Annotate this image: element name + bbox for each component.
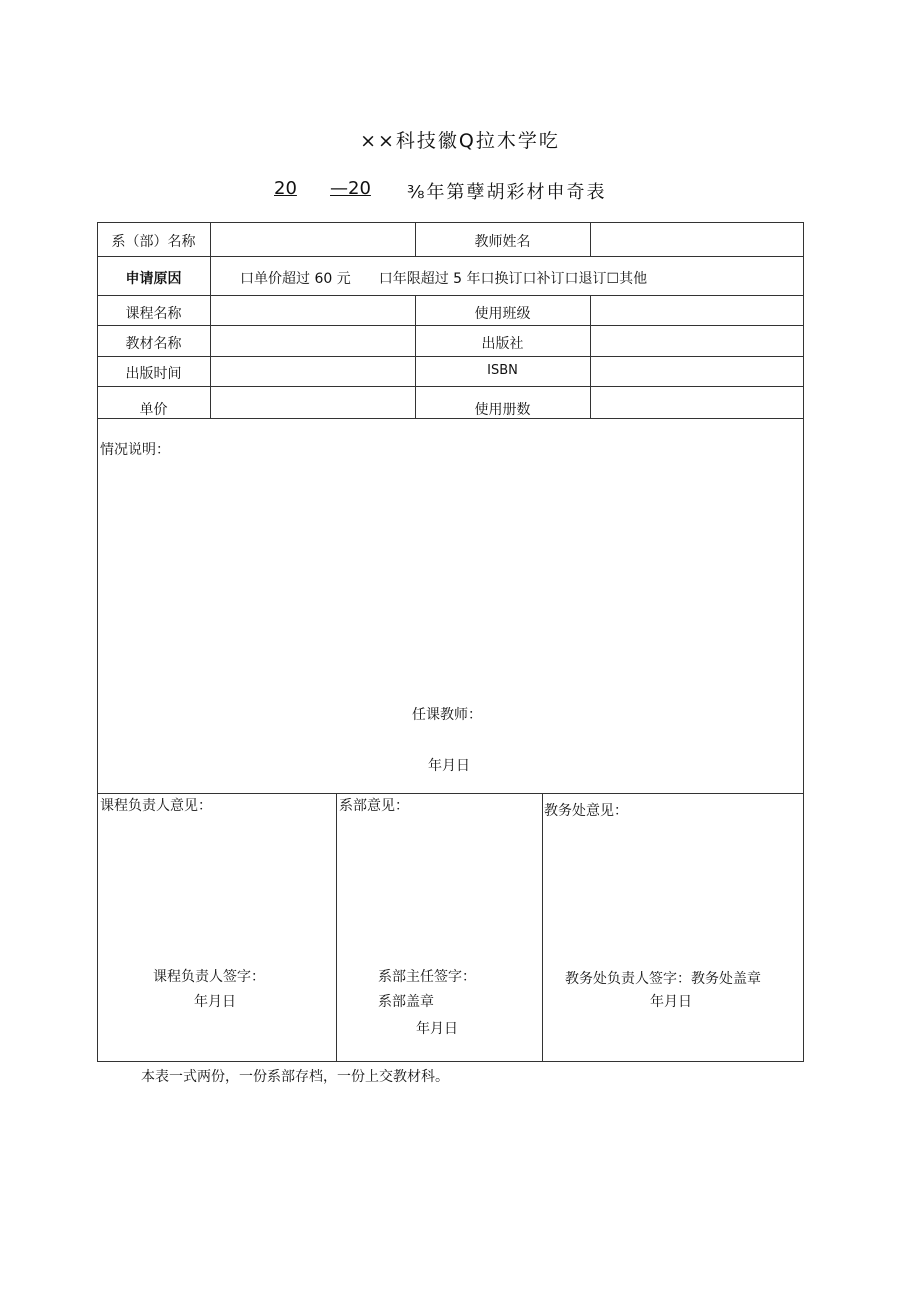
office-opinion-label: 教务处意见： xyxy=(544,803,628,819)
reason-options[interactable]: 口单价超过 60 元 口年限超过 5 年口换订口补订口退订☐其他 xyxy=(240,271,648,287)
office-sign-date: 年月日 xyxy=(650,994,692,1010)
footer-note: 本表一式两份，一份系部存档，一份上交教材科。 xyxy=(141,1069,449,1085)
isbn-label: ISBN xyxy=(487,363,518,378)
office-opinion-field[interactable] xyxy=(544,822,802,958)
publisher-field[interactable] xyxy=(591,326,803,356)
isbn-field[interactable] xyxy=(591,357,803,386)
textbook-name-field[interactable] xyxy=(211,326,415,356)
year-end-field[interactable]: —20 xyxy=(330,178,371,199)
pub-date-label: 出版时间 xyxy=(125,366,182,382)
copies-field[interactable] xyxy=(591,387,803,418)
publisher-label: 出版社 xyxy=(481,336,524,352)
course-lead-sign-date: 年月日 xyxy=(194,994,236,1010)
situation-label: 情况说明： xyxy=(100,442,170,458)
dept-seal-label: 系部盖章 xyxy=(378,994,434,1010)
class-label: 使用班级 xyxy=(474,306,531,322)
price-field[interactable] xyxy=(211,387,415,418)
course-lead-opinion-field[interactable] xyxy=(99,818,335,958)
dept-name-label: 系（部）名称 xyxy=(111,234,196,250)
class-field[interactable] xyxy=(591,296,803,325)
dept-name-field[interactable] xyxy=(211,223,415,256)
dept-opinion-field[interactable] xyxy=(338,818,541,958)
row-divider xyxy=(97,793,804,794)
textbook-name-label: 教材名称 xyxy=(125,336,182,352)
course-lead-opinion-label: 课程负责人意见： xyxy=(100,798,212,814)
price-label: 单价 xyxy=(139,402,168,418)
dept-opinion-label: 系部意见： xyxy=(339,798,409,814)
teacher-sign-label: 任课教师： xyxy=(412,707,482,723)
course-name-label: 课程名称 xyxy=(125,306,182,322)
situation-field[interactable] xyxy=(99,462,801,712)
row-divider xyxy=(97,256,804,257)
col-divider xyxy=(210,256,211,296)
document-subtitle xyxy=(0,178,920,204)
col-divider xyxy=(336,793,337,1062)
table-border-bottom xyxy=(97,1061,804,1062)
document-title: ××科技徽Q拉木学吃 xyxy=(360,130,560,152)
teacher-sign-date: 年月日 xyxy=(428,758,470,774)
year-start-field[interactable]: 20 xyxy=(274,178,297,199)
course-name-field[interactable] xyxy=(211,296,415,325)
office-sign-label: 教务处负责人签字：教务处盖章 xyxy=(565,971,761,987)
course-lead-sign-label: 课程负责人签字： xyxy=(153,969,265,985)
teacher-name-label: 教师姓名 xyxy=(474,234,531,250)
reason-label: 申请原因 xyxy=(125,271,182,287)
dept-sign-date: 年月日 xyxy=(416,1021,458,1037)
col-divider xyxy=(542,793,543,1062)
application-form-table xyxy=(97,222,804,1062)
subtitle-text: ⅜年第孽胡彩材申奇表 xyxy=(407,182,607,203)
pub-date-field[interactable] xyxy=(211,357,415,386)
copies-label: 使用册数 xyxy=(474,402,531,418)
teacher-name-field[interactable] xyxy=(591,223,803,256)
table-border-right xyxy=(803,222,804,1062)
dept-head-sign-label: 系部主任签字： xyxy=(378,969,476,985)
